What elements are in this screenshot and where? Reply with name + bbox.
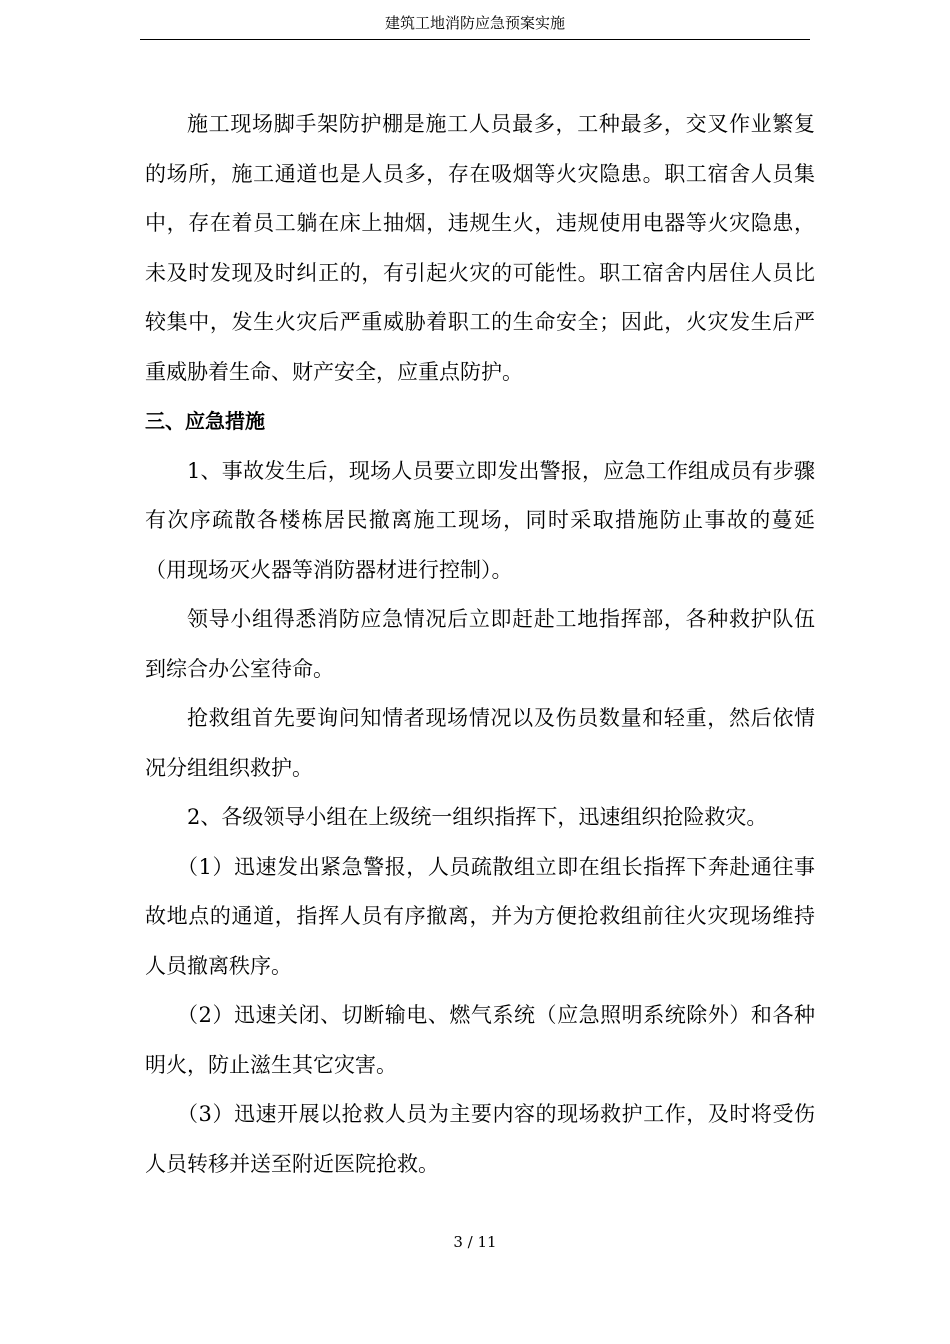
section-heading: 三、应急措施 (145, 409, 265, 433)
paragraph-rescue-group: 抢救组首先要询问知情者现场情况以及伤员数量和轻重，然后依情况分组组织救护。 (145, 706, 815, 780)
sub-item-3: （3）迅速开展以抢救人员为主要内容的现场救护工作，及时将受伤人员转移并送至附近医院抢救。 (145, 1102, 815, 1176)
document-title: 建筑工地消防应急预案实施 (384, 14, 565, 32)
page-footer (0, 1232, 950, 1252)
paragraph-leadership: 领导小组得悉消防应急情况后立即赶赴工地指挥部，各种救护队伍到综合办公室待命。 (145, 607, 815, 681)
document-body (145, 100, 815, 1189)
intro-paragraph: 施工现场脚手架防护棚是施工人员最多，工种最多，交叉作业繁复的场所，施工通道也是人员多，存在吸烟等火灾隐患。职工宿舍人员集中，存在着员工躺在床上抽烟，违规生火，违规使用电器等火灾隐患，未及时发现及时纠正的，有引起火灾的可能性。职工宿舍内居住人员比较集中，发生火灾后严重威胁着职工的生命安全；因此，火灾发生后严重威胁着生命、财产安全，应重点防护。 (145, 112, 815, 384)
sub-item-1: （1）迅速发出紧急警报，人员疏散组立即在组长指挥下奔赴通往事故地点的通道，指挥人员有序撤离，并为方便抢救组前往火灾现场维持人员撤离秩序。 (145, 854, 815, 978)
paragraph-step-2: 2、各级领导小组在上级统一组织指挥下，迅速组织抢险救灾。 (187, 805, 768, 829)
sub-item-2: （2）迅速关闭、切断输电、燃气系统（应急照明系统除外）和各种明火，防止滋生其它灾害。 (145, 1003, 815, 1077)
page-number: 3 / 11 (453, 1233, 497, 1251)
page-header (140, 12, 810, 40)
paragraph-step-1: 1、事故发生后，现场人员要立即发出警报，应急工作组成员有步骤有次序疏散各楼栋居民撤离施工现场，同时采取措施防止事故的蔓延（用现场灭火器等消防器材进行控制）。 (145, 458, 815, 582)
